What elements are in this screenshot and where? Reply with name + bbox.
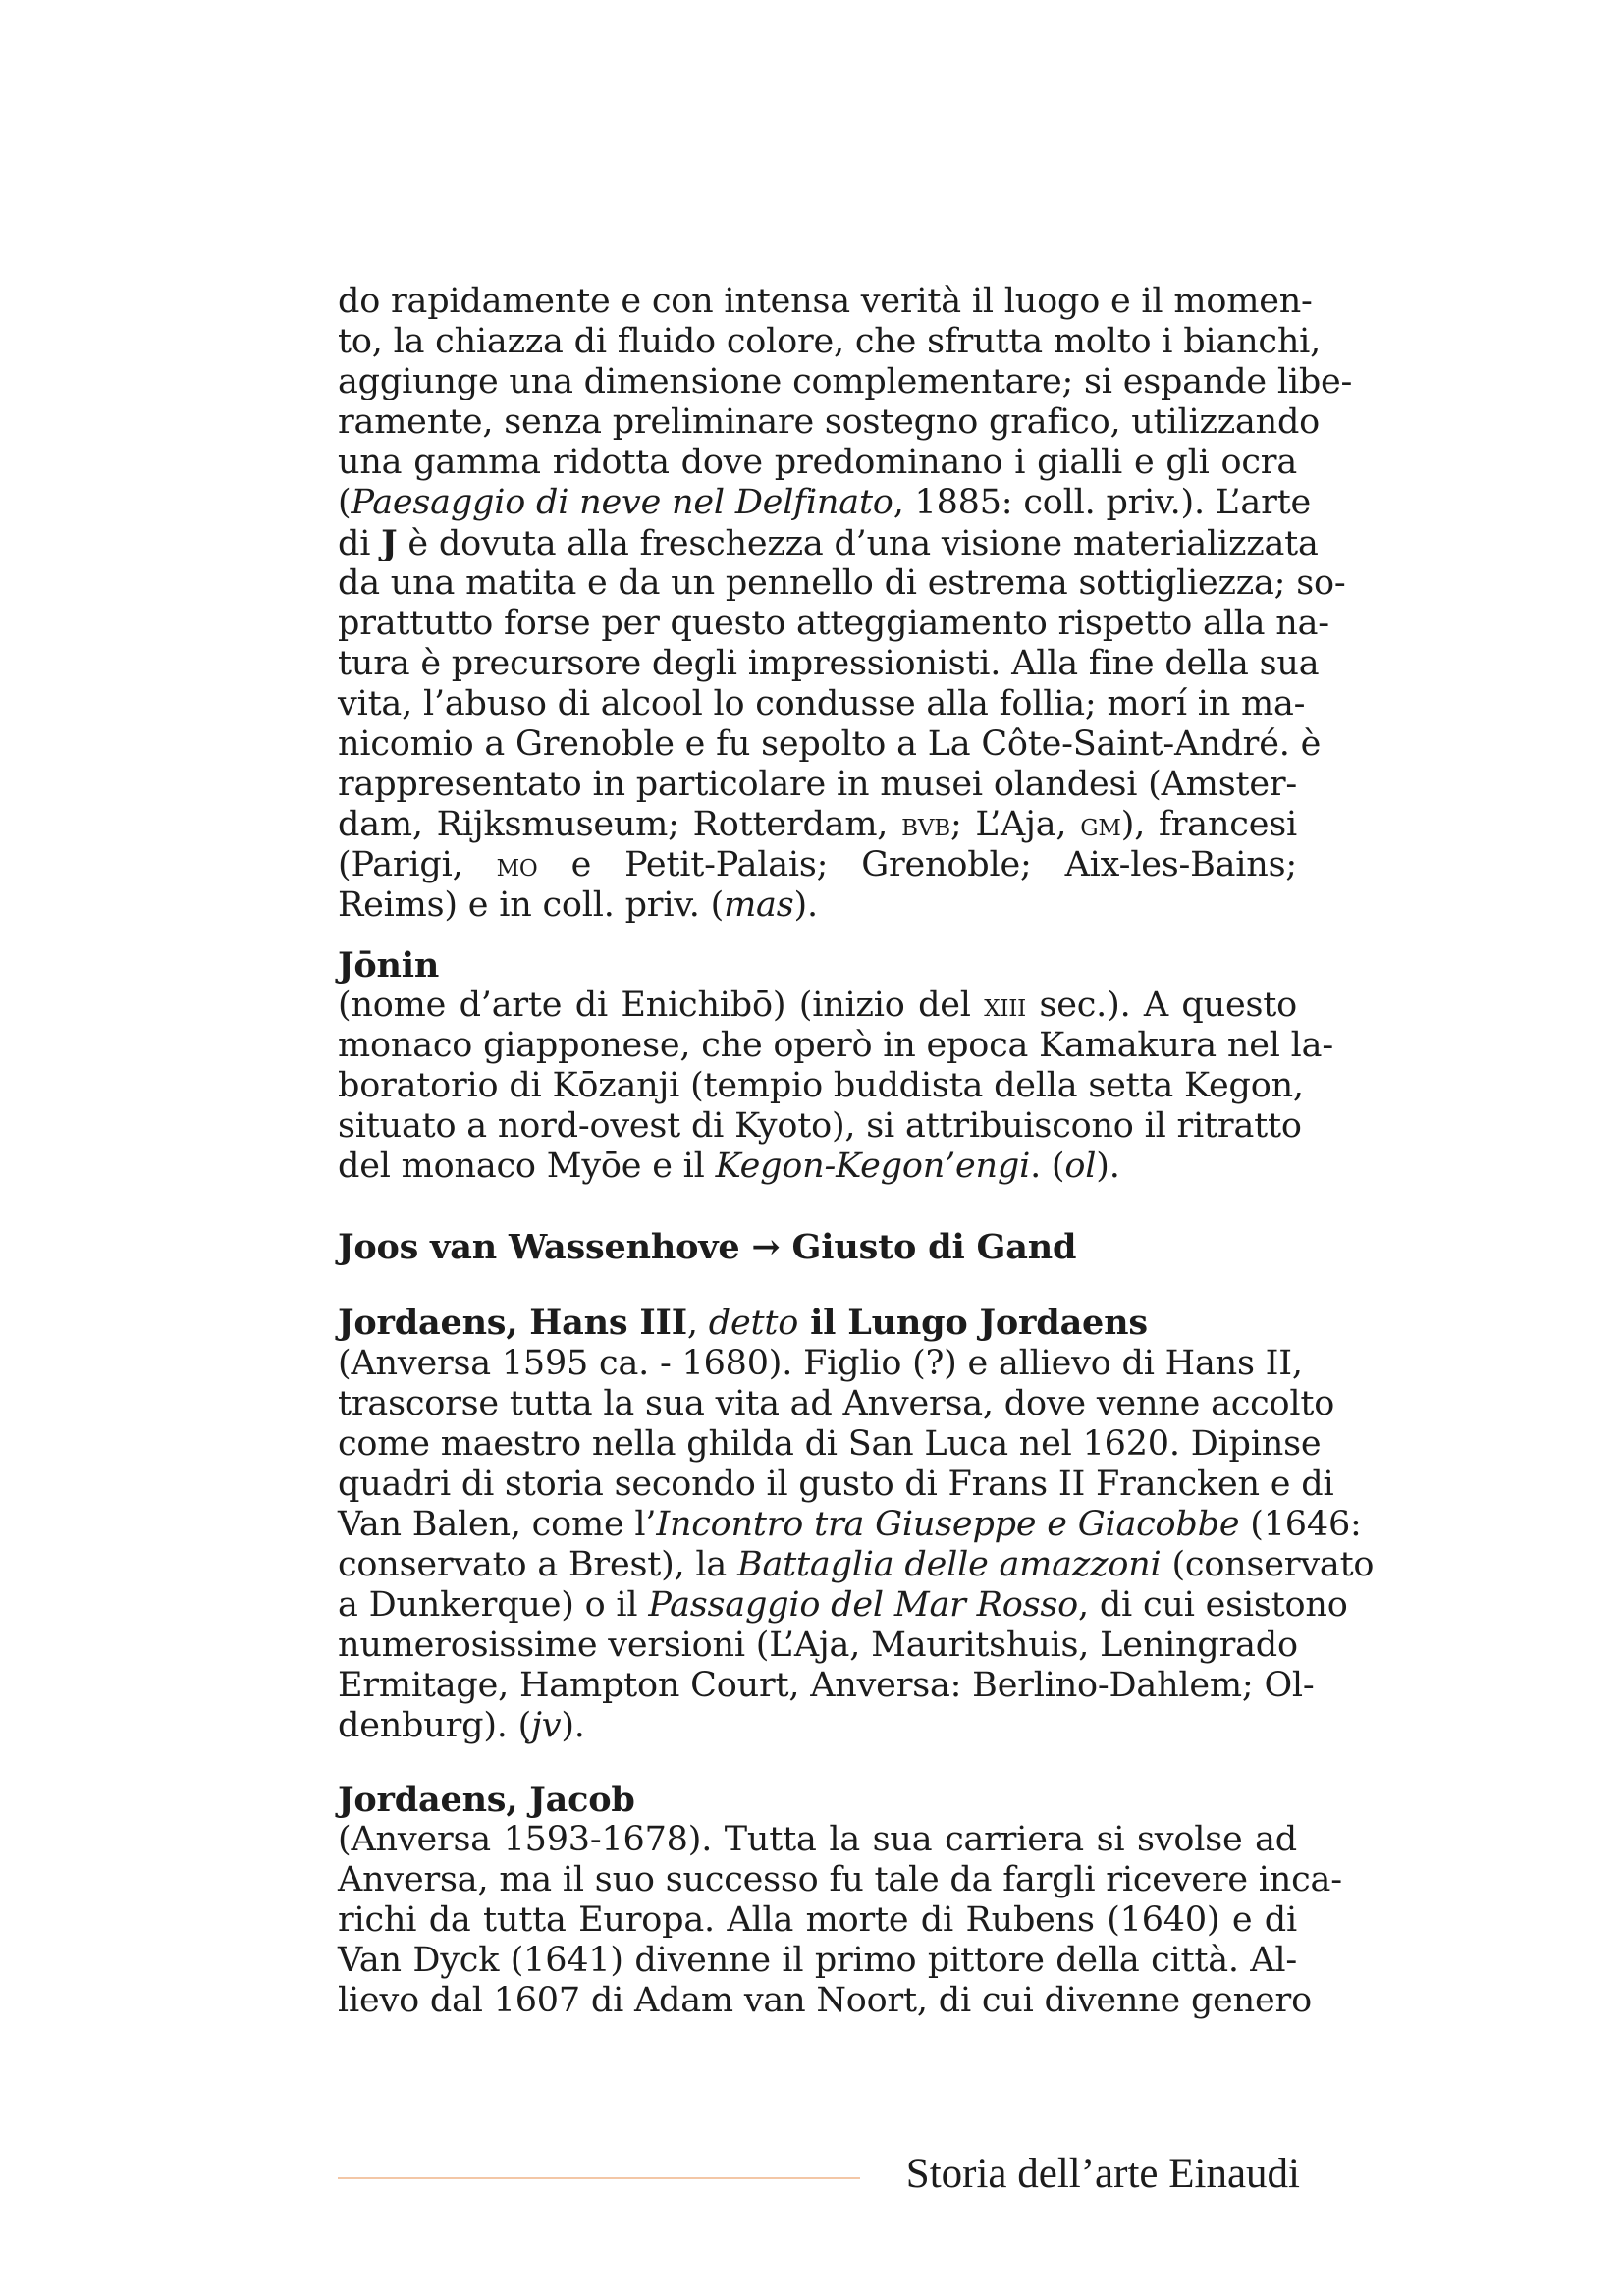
text-line: Van Dyck (1641) divenne il primo pittore della città. Al- <box>338 1941 1297 1980</box>
text-line: quadri di storia secondo il gusto di Frans II Francken e di <box>338 1465 1334 1504</box>
text-line: (Parigi, mo e Petit-Palais; Grenoble; Aix-les-Bains; <box>338 845 1297 884</box>
text-line: ramente, senza preliminare sostegno grafico, utilizzando <box>338 402 1321 442</box>
entry-heading: Jōnin <box>338 945 440 986</box>
text-line: di J è dovuta alla freschezza d’una visione materializzata <box>338 523 1319 563</box>
text-line: trascorse tutta la sua vita ad Anversa, dove venne accolto <box>338 1384 1335 1423</box>
text-line: prattutto forse per questo atteggiamento rispetto alla na- <box>338 604 1329 643</box>
text-line: lievo dal 1607 di Adam van Noort, di cui divenne genero <box>338 1981 1312 2020</box>
text-line: numerosissime versioni (L’Aja, Mauritshuis, Leningrado <box>338 1626 1298 1665</box>
text-line: to, la chiazza di fluido colore, che sfrutta molto i bianchi, <box>338 322 1322 361</box>
text-line: da una matita e da un pennello di estrema sottigliezza; so- <box>338 563 1346 603</box>
text-line: nicomio a Grenoble e fu sepolto a La Côte-Saint-André. è <box>338 724 1322 764</box>
artwork-title: Paesaggio di neve nel Delfinato <box>351 483 893 522</box>
entry-joos-crossref <box>338 1227 1297 1267</box>
text-line: (Anversa 1595 ca. - 1680). Figlio (?) e allievo di Hans II, <box>338 1344 1303 1383</box>
text-line: richi da tutta Europa. Alla morte di Rubens (1640) e di <box>338 1900 1297 1940</box>
text-line: a Dunkerque) o il Passaggio del Mar Rosso, di cui esistono <box>338 1585 1348 1625</box>
artwork-title: Battaglia delle amazzoni <box>737 1545 1162 1584</box>
text-line: vita, l’abuso di alcool lo condusse alla follia; morí in ma- <box>338 684 1306 723</box>
museum-abbrev: gm <box>1080 806 1121 843</box>
text-line: aggiunge una dimensione complementare; si espande libe- <box>338 362 1353 401</box>
artwork-title: Passaggio del Mar Rosso <box>648 1585 1078 1625</box>
author-initials: mas <box>724 885 794 925</box>
text-line: come maestro nella ghilda di San Luca nel 1620. Dipinse <box>338 1424 1322 1464</box>
text-line: rappresentato in particolare in musei olandesi (Amster- <box>338 765 1297 804</box>
artwork-title: Kegon-Kegon’engi <box>715 1147 1031 1186</box>
text-line: do rapidamente e con intensa verità il luogo e il momen- <box>338 282 1313 321</box>
text-line: denburg). (jv). <box>338 1706 585 1745</box>
text-line: (Paesaggio di neve nel Delfinato, 1885: coll. priv.). L’arte <box>338 483 1311 522</box>
entry-jordaens-hans <box>338 1303 1375 1746</box>
text-line: Reims) e in coll. priv. (mas). <box>338 885 818 925</box>
text-line: dam, Rijksmuseum; Rotterdam, bvb; L’Aja, gm), francesi <box>338 805 1297 844</box>
entry-jordaens-jacob <box>338 1780 1342 2021</box>
artwork-title: Incontro tra Giuseppe e Giacobbe <box>656 1505 1240 1544</box>
entry-heading: Jordaens, Hans III, detto il Lungo Jordaens <box>338 1303 1148 1343</box>
artist-initial: J <box>381 523 398 563</box>
text-line: Van Balen, come l’Incontro tra Giuseppe e Giacobbe (1646: <box>338 1505 1362 1544</box>
footer-rule <box>338 2177 860 2179</box>
text-line: del monaco Myōe e il Kegon-Kegon’engi. (ol). <box>338 1147 1120 1186</box>
author-initials: jv <box>531 1706 562 1745</box>
author-initials: ol <box>1064 1147 1097 1186</box>
footer-title: Storia dell’arte Einaudi <box>905 2151 1300 2197</box>
entry-heading: Jordaens, Jacob <box>338 1780 635 1820</box>
text-line: Anversa, ma il suo successo fu tale da fargli ricevere inca- <box>338 1860 1342 1899</box>
text-line: monaco giapponese, che operò in epoca Kamakura nel la- <box>338 1026 1333 1065</box>
text-line: una gamma ridotta dove predominano i gialli e gli ocra <box>338 443 1297 482</box>
text-line: (Anversa 1593-1678). Tutta la sua carriera si svolse ad <box>338 1820 1297 1859</box>
entry-jonin <box>338 945 1333 1187</box>
text-line: Ermitage, Hampton Court, Anversa: Berlino-Dahlem; Ol- <box>338 1666 1315 1705</box>
text-line: situato a nord-ovest di Kyoto), si attribuiscono il ritratto <box>338 1106 1302 1146</box>
text-line: conservato a Brest), la Battaglia delle amazzoni (conservato <box>338 1545 1375 1584</box>
text-line: tura è precursore degli impressionisti. Alla fine della sua <box>338 644 1320 683</box>
entry-heading: Joos van Wassenhove → Giusto di Gand <box>338 1227 1077 1267</box>
continuation-paragraph <box>338 282 1353 926</box>
text-line: boratorio di Kōzanji (tempio buddista della setta Kegon, <box>338 1066 1304 1105</box>
text-line: (nome d’arte di Enichibō) (inizio del xiii sec.). A questo <box>338 986 1297 1025</box>
museum-abbrev: mo <box>496 846 538 883</box>
century-numeral: xiii <box>984 987 1027 1024</box>
museum-abbrev: bvb <box>901 806 950 843</box>
